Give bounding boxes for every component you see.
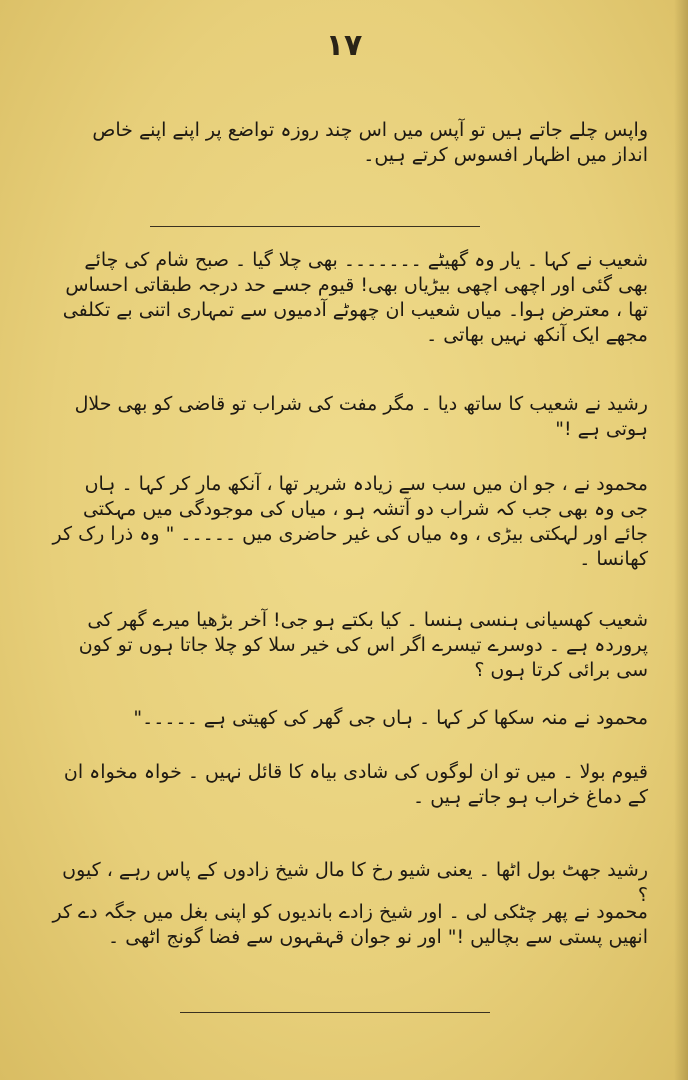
paragraph-rasheed-2: رشید جھٹ بول اٹھا ۔ یعنی شیو رخ کا مال شیخ زادوں کے پاس رہے ، کیوں ؟ [62, 859, 648, 907]
page-number: ۱۷ [325, 28, 363, 63]
section-divider-top [150, 226, 480, 227]
paragraph-mahmood-3: محمود نے پھر چٹکی لی ۔ اور شیخ زادے باندیوں کو اپنی بغل میں جگہ دے کر انھیں پستی سے بچالیں !" اور نو جوان قہقہوں سے فضا گونج اٹھی ۔ [52, 901, 648, 949]
paragraph-qayyum: قیوم بولا ۔ میں تو ان لوگوں کی شادی بیاہ کا قائل نہیں ۔ خواہ مخواہ ان کے دماغ خراب ہو جاتے ہیں ۔ [63, 761, 648, 809]
section-divider-bottom [180, 1012, 490, 1013]
paragraph-mahmood-2: محمود نے منہ سکھا کر کہا ۔ ہاں جی گھر کی کھیتی ہے ۔۔۔۔۔" [133, 707, 648, 729]
paragraph-intro: واپس چلے جاتے ہیں تو آپس میں اس چند روزہ تواضع پر اپنے اپنے خاص انداز میں اظہار افسوس کرتے ہیں۔ [92, 119, 648, 167]
paragraph-shoaib-qayyum: شعیب نے کہا ۔ یار وہ گھیٹے ۔۔۔۔۔۔۔ بھی چلا گیا ۔ صبح شام کی چائے بھی گئی اور اچھی اچھی بیڑیاں بھی! قیوم جسے حد درجہ طبقاتی احساس تھا ، معترض ہوا۔ میاں شعیب ان چھوٹے آدمیوں سے تمہاری اتنی بے تکلفی مجھے ایک آنکھ نہیں بھاتی ۔ [62, 249, 648, 347]
paragraph-shoaib-reply: شعیب کھسیانی ہنسی ہنسا ۔ کیا بکتے ہو جی! آخر بڑھیا میرے گھر کی پروردہ ہے ۔ دوسرے تیسرے اگر اس کی خیر سلا کو چلا جاتا ہوں تو کون سی برائی کرتا ہوں ؟ [78, 609, 648, 682]
paragraph-rasheed: رشید نے شعیب کا ساتھ دیا ۔ مگر مفت کی شراب تو قاضی کو بھی حلال ہوتی ہے !" [74, 393, 648, 441]
page-edge-shadow [674, 0, 688, 1080]
paragraph-mahmood-1: محمود نے ، جو ان میں سب سے زیادہ شریر تھا ، آنکھ مار کر کہا ۔ ہاں جی وہ بھی جب کہ شراب دو آتشہ ہو ، میاں کی موجودگی میں مہکتی جائے اور لہکتی بیڑی ، وہ میاں کی غیر حاضری میں ۔۔۔۔۔ " وہ ذرا رک کر کھانسا ۔ [52, 473, 648, 571]
